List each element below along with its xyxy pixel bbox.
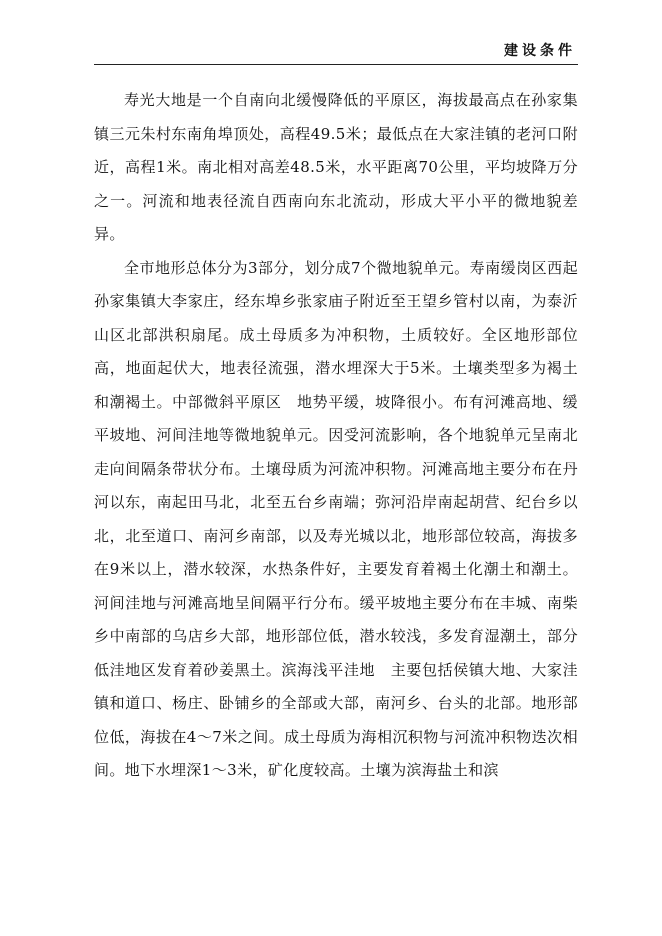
running-header-title: 建设条件 [504, 43, 576, 59]
paragraph-terrain-overview: 寿光大地是一个自南向北缓慢降低的平原区，海拔最高点在孙家集镇三元朱村东南角埠顶处，高程49.5米；最低点在大家洼镇的老河口附近，高程1米。南北相对高差48.5米，水平距离70公里，平均坡降万分之一。河流和地表径流自西南向东北流动，形成大平小平的微地貌差异。 [94, 91, 578, 243]
header-divider [94, 64, 578, 65]
body-text [94, 84, 578, 788]
paragraph-landform-divisions: 全市地形总体分为3部分，划分成7个微地貌单元。寿南缓岗区西起孙家集镇大李家庄，经东埠乡张家庙子附近至王望乡管村以南，为泰沂山区北部洪积扇尾。成土母质多为冲积物，土质较好。全区地形部位高，地面起伏大，地表径流强，潜水埋深大于5米。土壤类型多为褐土和潮褐土。中部微斜平原区 地势平缓，坡降很小。布有河滩高地、缓平坡地、河间洼地等微地貌单元。因受河流影响，各个地貌单元呈南北走向间隔条带状分布。土壤母质为河流冲积物。河滩高地主要分布在丹河以东，南起田马北，北至五台乡南端；弥河沿岸南起胡营、纪台乡以北，北至道口、南河乡南部，以及寿光城以北，地形部位较高，海拔多在9米以上，潜水较深，水热条件好，主要发育着褐土化潮土和潮土。河间洼地与河滩高地呈间隔平行分布。缓平坡地主要分布在丰城、南柴乡中南部的乌店乡大部，地形部位低，潜水较浅，多发育湿潮土，部分低洼地区发育着砂姜黑土。滨海浅平洼地 主要包括侯镇大地、大家洼镇和道口、杨庄、卧铺乡的全部或大部，南河乡、台头的北部。地形部位低，海拔在4～7米之间。成土母质为海相沉积物与河流冲积物迭次相间。地下水埋深1～3米，矿化度较高。土壤为滨海盐土和滨 [94, 258, 578, 779]
